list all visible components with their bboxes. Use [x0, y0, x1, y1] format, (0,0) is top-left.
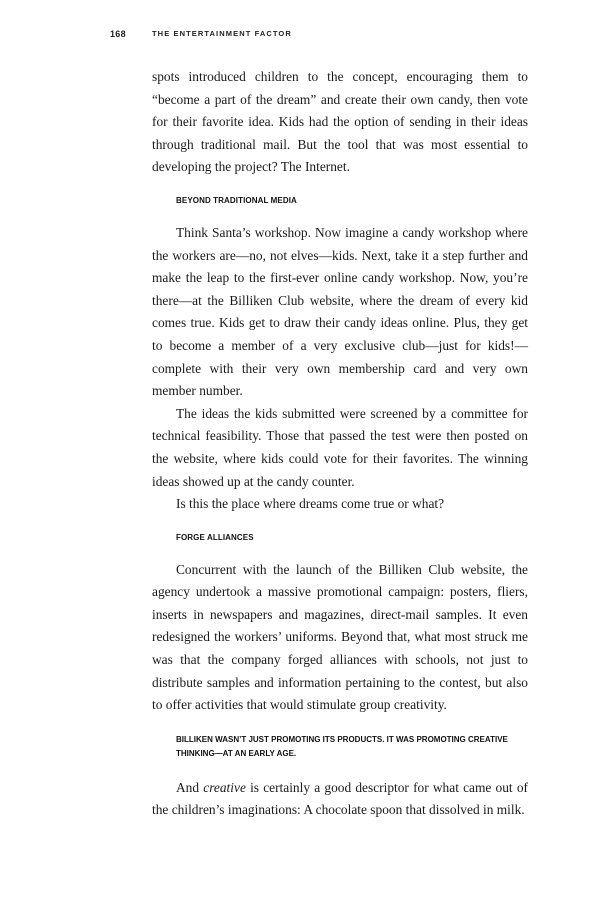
paragraph-1: spots introduced children to the concept, encouraging them to “become a part of the dream” and create their own candy, then vote for their favorite idea. Kids had the option of sending in their ideas through traditional mail. But the tool that was most essential to developing the project? The Internet.	[152, 69, 528, 175]
subhead-beyond-traditional-media: BEYOND TRADITIONAL MEDIA	[176, 195, 297, 205]
paragraph-6	[152, 777, 528, 822]
paragraph-3: The ideas the kids submitted were screened by a committee for technical feasibility. Those that passed the test were then posted on the website, where kids could vote for their favorites. The winning ideas showed up at the candy counter.	[152, 405, 528, 489]
paragraph-6-emphasis: creative	[203, 779, 246, 795]
paragraph-5: Concurrent with the launch of the Billiken Club website, the agency undertook a massive promotional campaign: posters, fliers, inserts in newspapers and magazines, direct-mail samples. It even redesigned the workers’ uniforms. Beyond that, what most struck me was that the company forged alliances with schools, not just to distribute samples and information pertaining to the contest, but also to offer activities that would stimulate group creativity.	[152, 561, 528, 713]
paragraph-6-end: is certainly a good descriptor for what came out of the children’s imaginations: A chocolate spoon that dissolved in milk.	[152, 779, 528, 818]
body-text	[152, 66, 528, 822]
running-head	[110, 29, 550, 43]
paragraph-2: Think Santa’s workshop. Now imagine a candy workshop where the workers are—no, not elves—kids. Next, take it a step further and make the leap to the first-ever online candy workshop. Now, you’re there—at the Billiken Club website, where the dream of every kid comes true. Kids get to draw their candy ideas online. Plus, they get to become a member of a very exclusive club—just for kids!—complete with their very own membership card and very own member number.	[152, 224, 528, 399]
page-number: 168	[110, 29, 126, 39]
pull-quote: BILLIKEN WASN’T JUST PROMOTING ITS PRODUCTS. IT WAS PROMOTING CREATIVE THINKING—AT AN EARLY AGE.	[176, 734, 508, 758]
subhead-forge-alliances: FORGE ALLIANCES	[176, 532, 254, 542]
paragraph-4: Is this the place where dreams come true or what?	[176, 496, 445, 512]
book-title: THE ENTERTAINMENT FACTOR	[152, 29, 292, 38]
paragraph-6-start: And	[176, 779, 204, 795]
